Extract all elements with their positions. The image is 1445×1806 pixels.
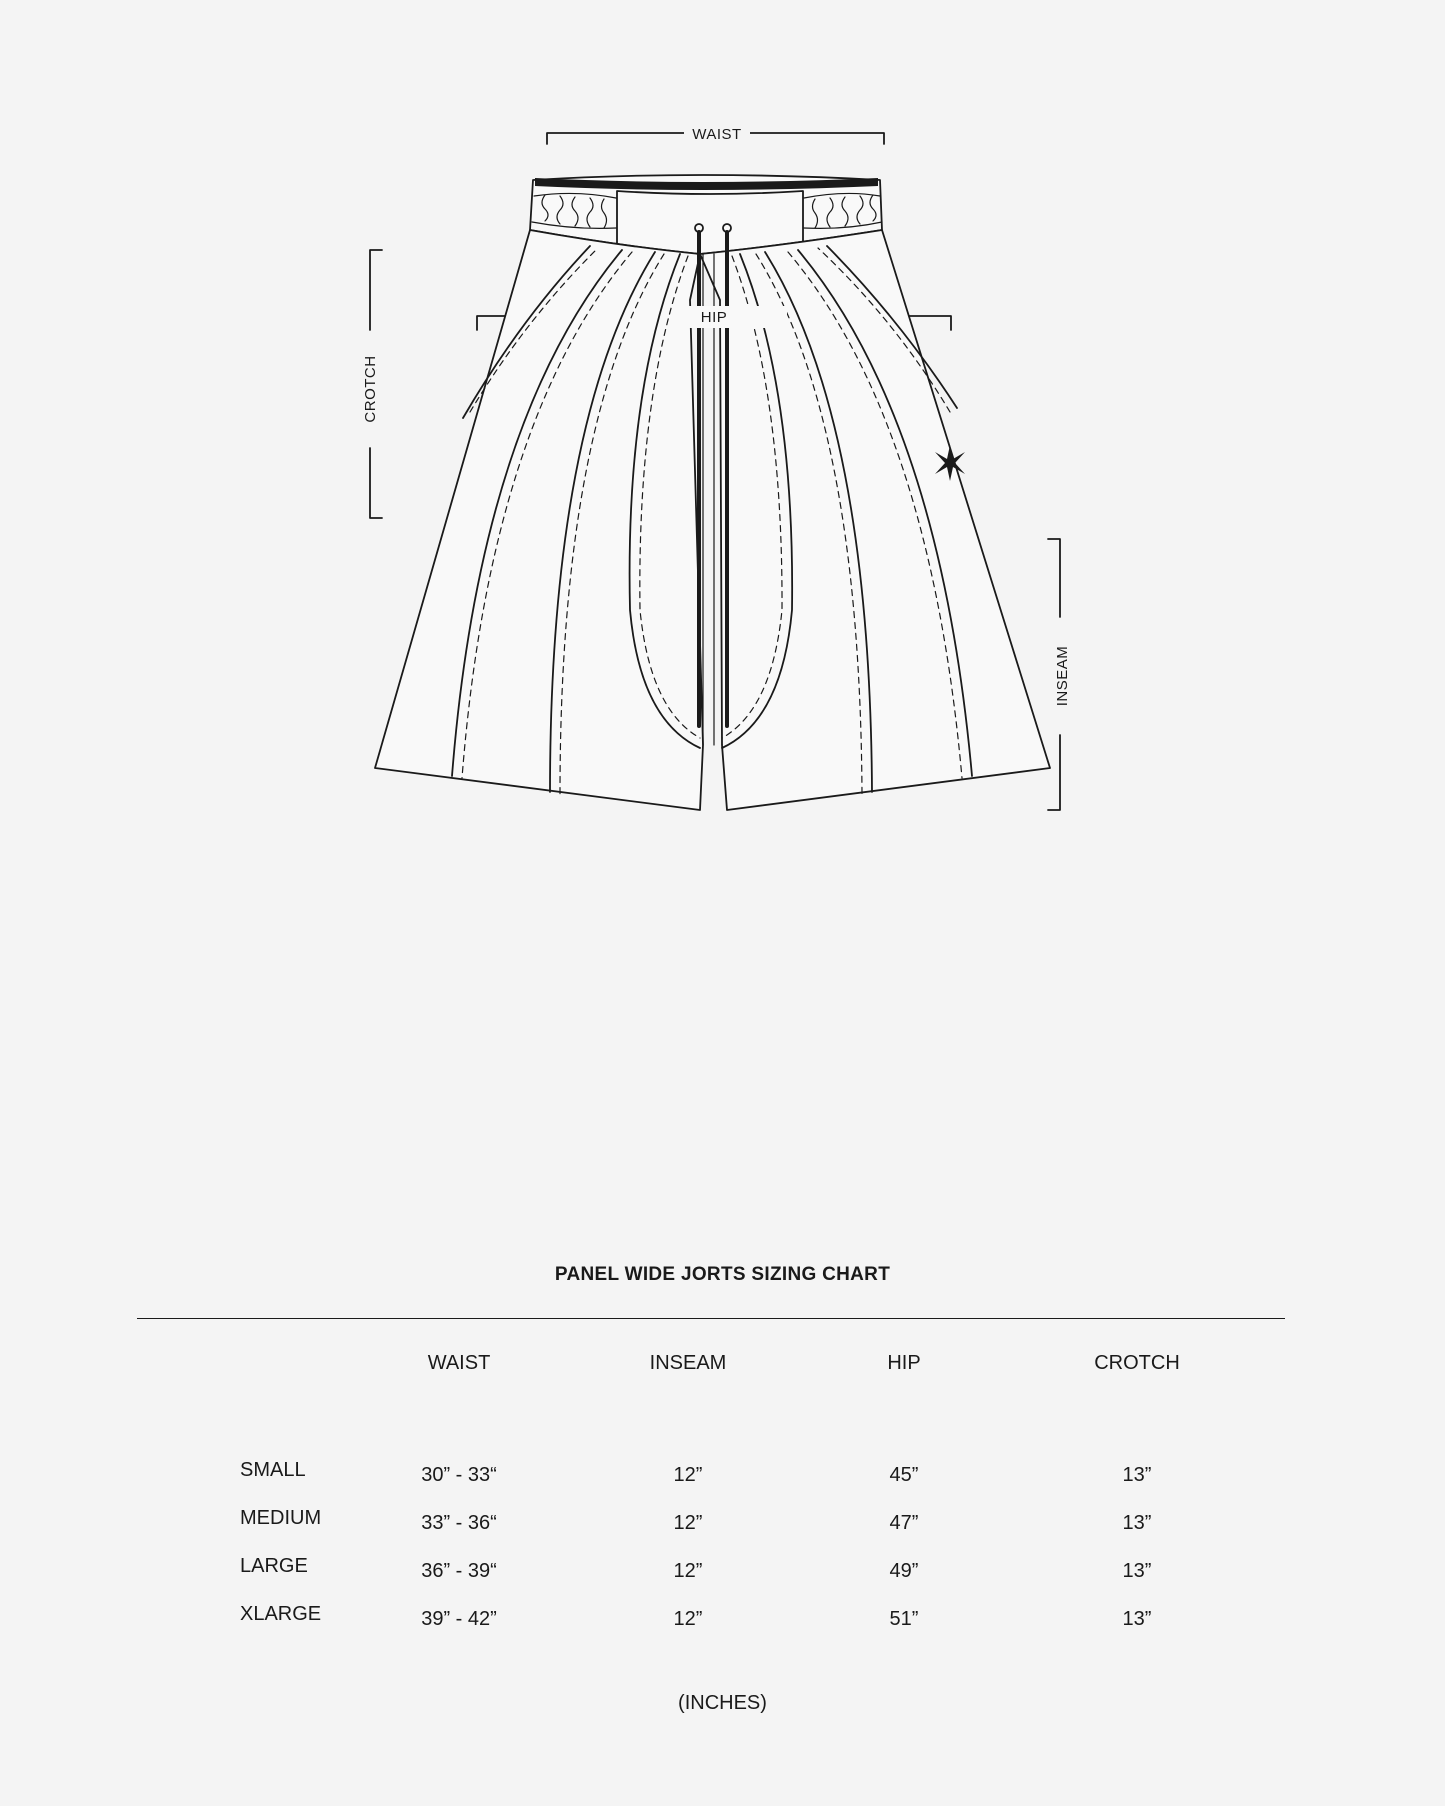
column-header-hip: HIP	[887, 1352, 921, 1374]
shorts-technical-drawing	[0, 0, 1445, 900]
column-header-inseam: INSEAM	[649, 1352, 727, 1374]
cell-xlarge-waist: 39” - 42”	[421, 1608, 497, 1630]
cell-large-crotch: 13”	[1122, 1560, 1152, 1582]
cell-medium-hip: 47”	[889, 1512, 919, 1534]
cell-xlarge-crotch: 13”	[1122, 1608, 1152, 1630]
cell-large-hip: 49”	[889, 1560, 919, 1582]
cell-small-inseam: 12”	[673, 1464, 703, 1486]
hip-dimension-label: HIP	[700, 309, 728, 326]
crotch-dimension-label: CROTCH	[362, 355, 379, 423]
row-label-medium: MEDIUM	[240, 1507, 322, 1529]
inseam-dimension-label: INSEAM	[1054, 645, 1071, 707]
column-header-crotch: CROTCH	[1094, 1352, 1180, 1374]
cell-xlarge-inseam: 12”	[673, 1608, 703, 1630]
column-header-waist: WAIST	[427, 1352, 491, 1374]
row-label-small: SMALL	[240, 1459, 306, 1481]
row-label-xlarge: XLARGE	[240, 1603, 322, 1625]
cell-medium-waist: 33” - 36“	[421, 1512, 497, 1534]
left-leg-outline	[375, 230, 703, 810]
cell-large-inseam: 12”	[673, 1560, 703, 1582]
cell-medium-inseam: 12”	[673, 1512, 703, 1534]
cell-small-waist: 30” - 33“	[421, 1464, 497, 1486]
chart-divider	[137, 1318, 1285, 1319]
cell-small-crotch: 13”	[1122, 1464, 1152, 1486]
cell-xlarge-hip: 51”	[889, 1608, 919, 1630]
cell-small-hip: 45”	[889, 1464, 919, 1486]
cell-medium-crotch: 13”	[1122, 1512, 1152, 1534]
waist-dimension-label: WAIST	[692, 126, 742, 143]
drawstrings	[695, 224, 731, 726]
cell-large-waist: 36” - 39“	[421, 1560, 497, 1582]
row-label-large: LARGE	[240, 1555, 308, 1577]
chart-title: PANEL WIDE JORTS SIZING CHART	[554, 1264, 891, 1285]
units-note: (INCHES)	[678, 1692, 767, 1714]
